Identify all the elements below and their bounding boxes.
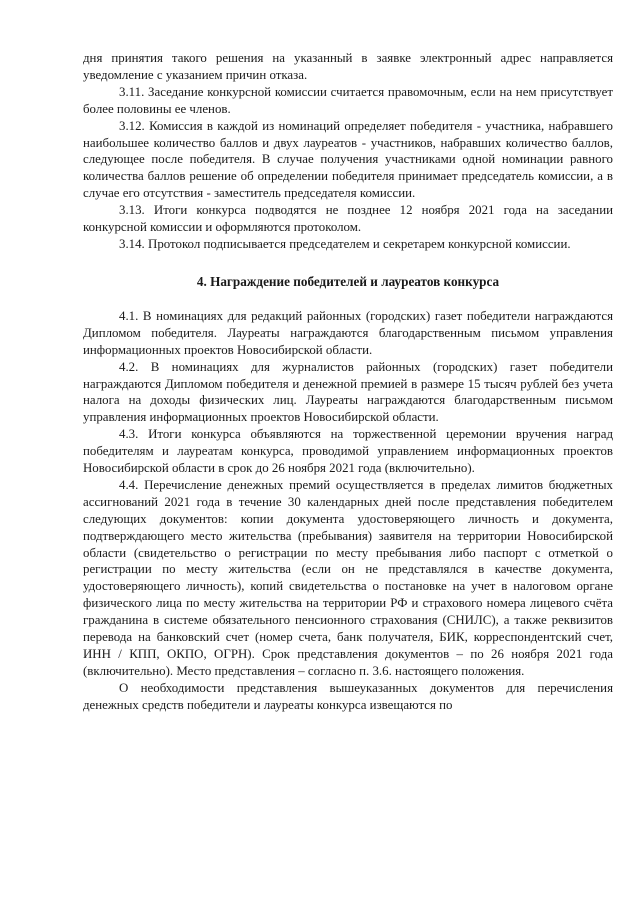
document-page: [83, 50, 613, 714]
paragraph-4-4: 4.4. Перечисление денежных премий осуществляется в пределах лимитов бюджетных ассигнований 2021 года в течение 30 календарных дней после представления победителем следующих документов: копии документа удостоверяющего личность и документа, подтверждающего место жительства (пребывания) заявителя на территории Новосибирской области (свидетельство о регистрации по месту пребывания либо паспорт с отметкой о регистрации по месту жительства (если он не представлялся в качестве документа, удостоверяющего личность), копий свидетельства о постановке на учет в налоговом органе физического лица по месту жительства на территории РФ и страхового номера лицевого счёта гражданина в системе обязательного пенсионного страхования (СНИЛС), а также реквизитов перевода на банковский счет (номер счета, банк получателя, БИК, корреспондентский счет, ИНН / КПП, ОКПО, ОГРН). Срок представления документов – по 26 ноября 2021 года (включительно). Место представления – согласно п. 3.6. настоящего положения.: [83, 477, 613, 678]
paragraph-4-2: 4.2. В номинациях для журналистов районных (городских) газет победители награждаются Дипломом победителя и денежной премией в размере 15 тысяч рублей без учета налога на доходы физических лиц. Лауреаты награждаются благодарственным письмом управления информационных проектов Новосибирской области.: [83, 359, 613, 425]
paragraph-3-12: 3.12. Комиссия в каждой из номинаций определяет победителя - участника, набравшего наибольшее количество баллов и двух лауреатов - участников, набравших количество баллов, следующее после победителя. В случае получения участниками одной номинации равного количества баллов решение об определении победителя принимает председатель комиссии, а в случае его отсутствия - заместитель председателя комиссии.: [83, 118, 613, 201]
paragraph-4-3: 4.3. Итоги конкурса объявляются на торжественной церемонии вручения наград победителям и лауреатам конкурса, проводимой управлением информационных проектов Новосибирской области в срок до 26 ноября 2021 года (включительно).: [83, 427, 613, 476]
paragraph-4-1: 4.1. В номинациях для редакций районных (городских) газет победители награждаются Дипломом победителя. Лауреаты награждаются благодарственным письмом управления информационных проектов Новосибирской области.: [83, 308, 613, 357]
paragraph-3-13: 3.13. Итоги конкурса подводятся не позднее 12 ноября 2021 года на заседании конкурсной комиссии и оформляются протоколом.: [83, 203, 613, 235]
paragraph-3-14: 3.14. Протокол подписывается председателем и секретарем конкурсной комиссии.: [119, 236, 571, 251]
paragraph-3-10-continuation: дня принятия такого решения на указанный в заявке электронный адрес направляется уведомление с указанием причин отказа.: [83, 51, 613, 82]
section-4-heading: 4. Награждение победителей и лауреатов конкурса: [196, 273, 500, 289]
paragraph-4-4-notice: О необходимости представления вышеуказанных документов для перечисления денежных средств победители и лауреаты конкурса извещаются по: [83, 680, 613, 712]
paragraph-3-11: 3.11. Заседание конкурсной комиссии считается правомочным, если на нем присутствует более половины ее членов.: [83, 84, 613, 116]
